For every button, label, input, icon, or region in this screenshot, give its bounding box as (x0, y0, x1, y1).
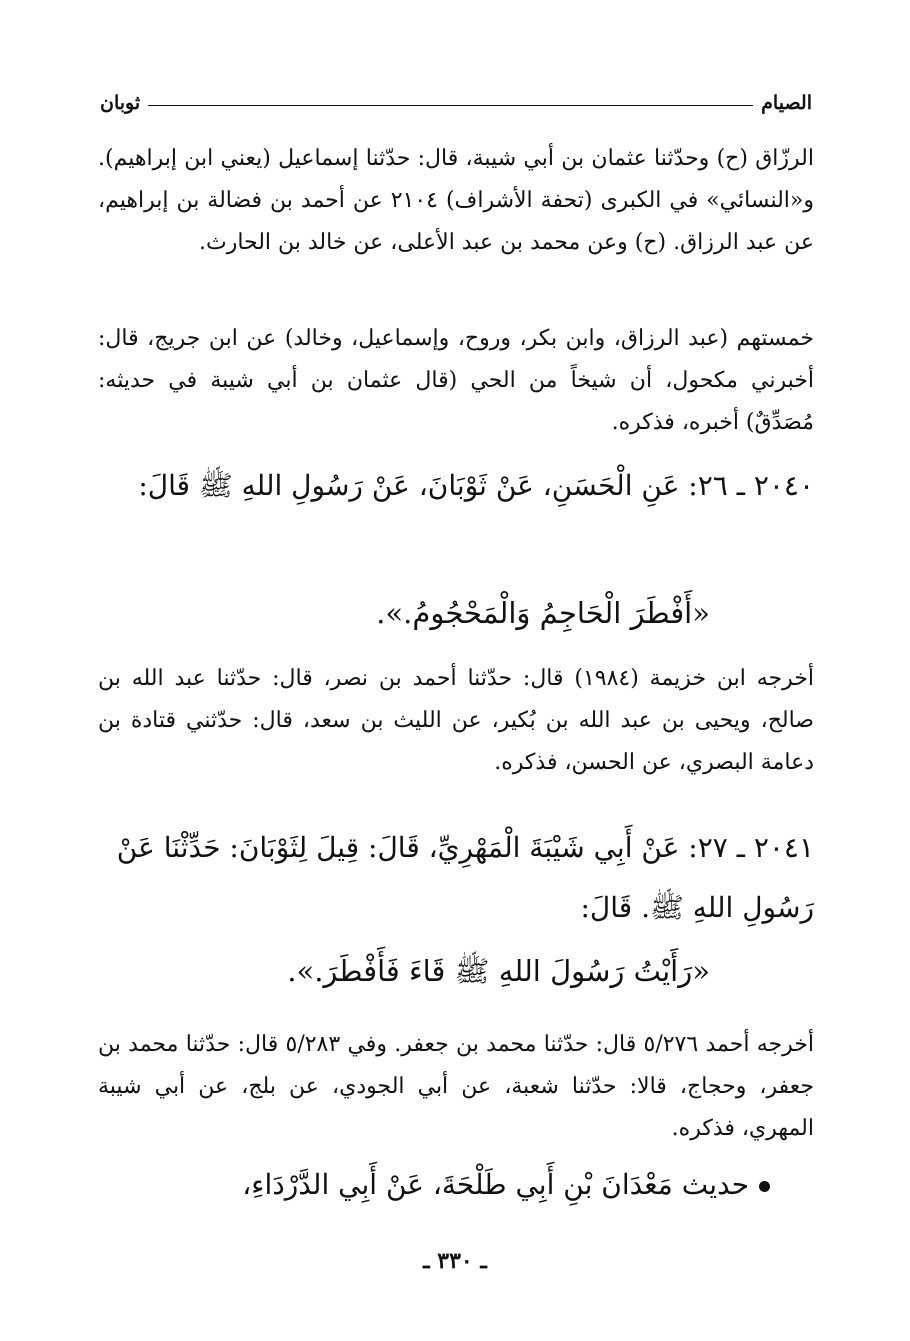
hadith-2040: ٢٠٤٠ ـ ٢٦: عَنِ الْحَسَنِ، عَنْ ثَوْبَانَ، عَنْ رَسُولِ اللهِ ﷺ قَالَ: (138, 469, 814, 502)
isnad-paragraph-1: الرزّاق (ح) وحدّثنا عثمان بن أبي شيبة، قال: حدّثنا إسماعيل (يعني ابن إبراهيم). و«النسائي» في الكبرى (تحفة الأشراف) ٢١٠٤ عن أحمد بن فضالة بن إبراهيم، عن عبد الرزاق. (ح) وعن محمد بن عبد الأعلى، عن خالد بن الحارث. (98, 146, 814, 255)
bullet-icon (759, 1181, 770, 1192)
next-hadith-heading (242, 1168, 770, 1201)
page-number: ـ ٣٣٠ ـ (423, 1248, 487, 1274)
takhrij-paragraph-2: أخرجه أحمد ٥/٢٧٦ قال: حدّثنا محمد بن جعفر. وفي ٥/٢٨٣ قال: حدّثنا محمد بن جعفر، وحجاج، قالا: حدّثنا شعبة، عن أبي الجودي، عن بلج، عن أبي شيبة المهري، فذكره. (98, 1032, 814, 1141)
header-rule (148, 105, 753, 106)
hadith-2041-matn: «رَأَيْتُ رَسُولَ اللهِ ﷺ قَاءَ فَأَفْطَرَ.». (287, 954, 710, 988)
takhrij-paragraph-1: أخرجه ابن خزيمة (١٩٨٤) قال: حدّثنا أحمد بن نصر، قال: حدّثنا عبد الله بن صالح، ويحيى بن عبد الله بن بُكير، عن الليث بن سعد، قال: حدّثني قتادة بن دعامة البصري، عن الحسن، فذكره. (98, 666, 814, 775)
chapter-title: الصيام (761, 92, 812, 114)
hadith-2040-matn: «أَفْطَرَ الْحَاجِمُ وَالْمَحْجُومُ.». (376, 596, 710, 630)
isnad-paragraph-2: خمستهم (عبد الرزاق، وابن بكر، وروح، وإسماعيل، وخالد) عن ابن جريج، قال: أخبرني مكحول، أن شيخاً من الحي (قال عثمان بن أبي شيبة في حديثه: مُصَدِّقٌ) أخبره، فذكره. (98, 326, 814, 435)
next-hadith-title: حديث مَعْدَانَ بْنِ أَبِي طَلْحَةَ، عَنْ أَبِي الدَّرْدَاءِ، (242, 1168, 749, 1201)
hadith-2041: ٢٠٤١ ـ ٢٧: عَنْ أَبِي شَيْبَةَ الْمَهْرِيِّ، قَالَ: قِيلَ لِثَوْبَانَ: حَدِّثْنَا عَنْ رَسُولِ اللهِ ﷺ. قَالَ: (116, 831, 814, 924)
running-header (100, 92, 812, 114)
section-title: ثوبان (100, 92, 141, 114)
